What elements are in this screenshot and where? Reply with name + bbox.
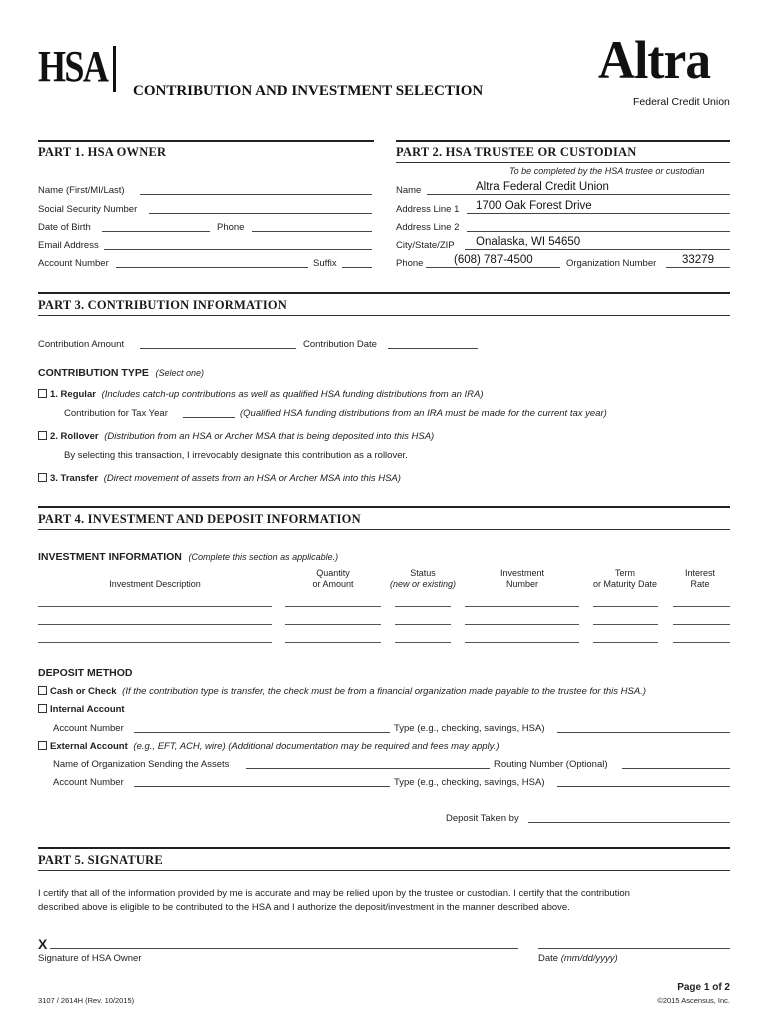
- part2-note: To be completed by the HSA trustee or custodian: [509, 166, 705, 176]
- row2-term[interactable]: [593, 624, 658, 625]
- internal-account-number-label: Account Number: [53, 723, 124, 734]
- org-name-field[interactable]: [246, 758, 490, 769]
- hsa-logo: [38, 42, 107, 92]
- deposit-taken-field[interactable]: [528, 812, 730, 823]
- tax-year-field[interactable]: [183, 407, 235, 418]
- city-label: City/State/ZIP: [396, 240, 455, 251]
- investment-info-heading: INVESTMENT INFORMATION (Complete this section as applicable.): [38, 551, 339, 563]
- cash-check-checkbox[interactable]: [38, 686, 47, 695]
- internal-account-option[interactable]: Internal Account: [38, 704, 125, 715]
- suffix-field[interactable]: [342, 257, 372, 268]
- row1-rate[interactable]: [673, 606, 730, 607]
- owner-name-label: Name (First/MI/Last): [38, 185, 125, 196]
- routing-field[interactable]: [622, 758, 730, 769]
- contribution-amount-label: Contribution Amount: [38, 339, 125, 350]
- contribution-date-field[interactable]: [388, 338, 478, 349]
- owner-name-field[interactable]: [140, 184, 372, 195]
- part2-rule: [396, 140, 730, 142]
- internal-type-field[interactable]: [557, 722, 730, 733]
- trustee-phone-label: Phone: [396, 258, 424, 269]
- col-quantity: Quantity or Amount: [312, 568, 354, 589]
- tax-year-label: Contribution for Tax Year: [64, 408, 168, 419]
- email-label: Email Address: [38, 240, 99, 251]
- row1-status[interactable]: [395, 606, 451, 607]
- signature-date-field[interactable]: [538, 938, 730, 949]
- col-investment-description: Investment Description: [109, 579, 201, 589]
- addr1-label: Address Line 1: [396, 204, 460, 215]
- city-value: Onalaska, WI 54650: [476, 236, 581, 248]
- account-number-label: Account Number: [38, 258, 109, 269]
- ssn-label: Social Security Number: [38, 204, 138, 215]
- part1-rule: [38, 140, 374, 142]
- part4-rule: [38, 506, 730, 508]
- part2-heading: PART 2. HSA TRUSTEE OR CUSTODIAN: [396, 145, 637, 159]
- org-number-value: 33279: [682, 254, 714, 266]
- row3-status[interactable]: [395, 642, 451, 643]
- addr1-value: 1700 Oak Forest Drive: [476, 200, 592, 212]
- external-type-field[interactable]: [557, 776, 730, 787]
- col-investment-number: Investment Number: [499, 568, 545, 589]
- dob-field[interactable]: [102, 221, 210, 232]
- row1-desc[interactable]: [38, 606, 272, 607]
- hsa-logo-text: HSA: [38, 42, 108, 91]
- altra-logo: [598, 30, 710, 90]
- form-title: CONTRIBUTION AND INVESTMENT SELECTION: [133, 83, 484, 99]
- part4-underline: [38, 529, 730, 530]
- external-account-number-field[interactable]: [134, 776, 390, 787]
- part3-heading: PART 3. CONTRIBUTION INFORMATION: [38, 298, 288, 312]
- owner-phone-label: Phone: [217, 222, 245, 233]
- signature-label: Signature of HSA Owner: [38, 953, 142, 964]
- internal-account-checkbox[interactable]: [38, 704, 47, 713]
- part5-heading: PART 5. SIGNATURE: [38, 853, 163, 867]
- dob-label: Date of Birth: [38, 222, 91, 233]
- copyright: ©2015 Ascensus, Inc.: [657, 996, 730, 1005]
- row2-desc[interactable]: [38, 624, 272, 625]
- row2-invnum[interactable]: [465, 624, 579, 625]
- part2-underline: [396, 162, 730, 163]
- row3-desc[interactable]: [38, 642, 272, 643]
- trustee-name-value: Altra Federal Credit Union: [476, 181, 609, 193]
- part3-rule: [38, 292, 730, 294]
- row3-invnum[interactable]: [465, 642, 579, 643]
- ssn-field[interactable]: [149, 203, 372, 214]
- signature-field[interactable]: [50, 938, 518, 949]
- external-account-option[interactable]: External Account (e.g., EFT, ACH, wire) (Additional documentation may be required and fees may apply.): [38, 741, 500, 752]
- contribution-date-label: Contribution Date: [303, 339, 377, 350]
- deposit-method-heading: DEPOSIT METHOD: [38, 667, 133, 679]
- col-status: Status (new or existing): [389, 568, 457, 589]
- external-type-label: Type (e.g., checking, savings, HSA): [394, 777, 545, 788]
- row2-qty[interactable]: [285, 624, 381, 625]
- hsa-logo-bar: [113, 46, 116, 92]
- account-number-field[interactable]: [116, 257, 308, 268]
- part3-underline: [38, 315, 730, 316]
- part5-rule: [38, 847, 730, 849]
- addr2-label: Address Line 2: [396, 222, 460, 233]
- certify-text-line2: described above is eligible to be contributed to the HSA and I authorize the deposit/investment in the manner described above.: [38, 902, 570, 913]
- part4-heading: PART 4. INVESTMENT AND DEPOSIT INFORMATION: [38, 512, 361, 526]
- org-number-label: Organization Number: [566, 258, 657, 269]
- deposit-taken-label: Deposit Taken by: [446, 813, 519, 824]
- col-term: Term or Maturity Date: [592, 568, 658, 589]
- suffix-label: Suffix: [313, 258, 337, 269]
- date-format-hint: (mm/dd/yyyy): [560, 953, 618, 964]
- row2-status[interactable]: [395, 624, 451, 625]
- trustee-phone-value: (608) 787-4500: [454, 254, 533, 266]
- external-account-checkbox[interactable]: [38, 741, 47, 750]
- part5-underline: [38, 870, 730, 871]
- internal-type-label: Type (e.g., checking, savings, HSA): [394, 723, 545, 734]
- row3-rate[interactable]: [673, 642, 730, 643]
- rollover-checkbox[interactable]: [38, 431, 47, 440]
- external-account-number-label: Account Number: [53, 777, 124, 788]
- cash-check-option[interactable]: Cash or Check (If the contribution type is transfer, the check must be from a financial organization made payable to the trustee for this HSA.): [38, 686, 646, 697]
- page-number: Page 1 of 2: [677, 982, 730, 993]
- org-name-label: Name of Organization Sending the Assets: [53, 759, 230, 770]
- tax-year-note: (Qualified HSA funding distributions from an IRA must be made for the current tax year): [240, 408, 607, 419]
- signature-date-label: Date (mm/dd/yyyy): [538, 953, 618, 964]
- row3-qty[interactable]: [285, 642, 381, 643]
- row3-term[interactable]: [593, 642, 658, 643]
- contribution-amount-field[interactable]: [140, 338, 296, 349]
- altra-logo-text: Altra: [598, 30, 711, 90]
- col-interest-rate: Interest Rate: [684, 568, 715, 589]
- addr2-field[interactable]: [467, 221, 730, 232]
- contribution-type-heading: CONTRIBUTION TYPE (Select one): [38, 367, 205, 379]
- transfer-checkbox[interactable]: [38, 473, 47, 482]
- owner-phone-field[interactable]: [252, 221, 372, 232]
- internal-account-number-field[interactable]: [134, 722, 390, 733]
- regular-option[interactable]: 1. Regular (Includes catch-up contributions as well as qualified HSA funding distributions from an IRA): [38, 389, 484, 400]
- altra-subtitle: Federal Credit Union: [633, 96, 730, 108]
- rollover-option[interactable]: 2. Rollover (Distribution from an HSA or Archer MSA that is being deposited into this HSA): [38, 431, 434, 442]
- row1-invnum[interactable]: [465, 606, 579, 607]
- certify-text-line1: I certify that all of the information provided by me is accurate and may be relied upon by the trustee or custodian. I certify that the contribution: [38, 888, 630, 899]
- rollover-text: By selecting this transaction, I irrevocably designate this contribution as a rollover.: [64, 450, 408, 461]
- row1-qty[interactable]: [285, 606, 381, 607]
- regular-checkbox[interactable]: [38, 389, 47, 398]
- transfer-option[interactable]: 3. Transfer (Direct movement of assets from an HSA or Archer MSA into this HSA): [38, 473, 401, 484]
- trustee-name-label: Name: [396, 185, 422, 196]
- row2-rate[interactable]: [673, 624, 730, 625]
- routing-label: Routing Number (Optional): [494, 759, 608, 770]
- signature-x-mark: X: [38, 936, 48, 952]
- form-id: 3107 / 2614H (Rev. 10/2015): [38, 996, 135, 1005]
- part1-heading: PART 1. HSA OWNER: [38, 145, 167, 159]
- email-field[interactable]: [104, 239, 372, 250]
- row1-term[interactable]: [593, 606, 658, 607]
